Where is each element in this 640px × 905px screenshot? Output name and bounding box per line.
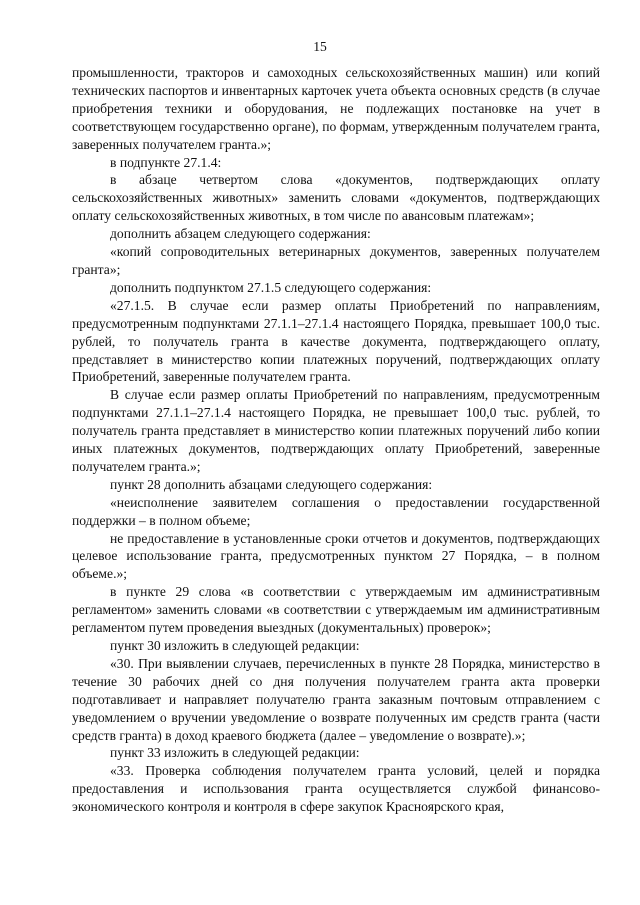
paragraph: в подпункте 27.1.4: [110, 154, 222, 170]
paragraph-continuation: промышленности, тракторов и самоходных сельскохозяйственных машин) или копий технических паспортов и инвентарных карточек учета объекта основных средств (в случае приобретения техники и оборудования, не подлежащих постановке на учет в соответствующем государственно органе), по формам, утвержденным получателем гранта, заверенных получателем гранта.»; [72, 65, 600, 152]
paragraph: пункт 33 изложить в следующей редакции: [110, 745, 360, 761]
paragraph: «33. Проверка соблюдения получателем гранта условий, целей и порядка предоставления и использования гранта осуществляется службой финансово-экономического контроля и контроля в сфере закупок Красноярского края, [72, 763, 600, 815]
document-body [72, 64, 600, 816]
page-number: 15 [313, 39, 327, 54]
paragraph: «27.1.5. В случае если размер оплаты Приобретений по направлениям, предусмотренным подпунктами 27.1.1–27.1.4 настоящего Порядка, превышает 100,0 тыс. рублей, то получатель гранта в качестве документа, подтверждающего оплату, представляет в министерство копии платежных поручений, подтверждающих оплату Приобретений, заверенные получателем гранта. [72, 297, 600, 385]
paragraph: «неисполнение заявителем соглашения о предоставлении государственной поддержки – в полном объеме; [72, 494, 600, 528]
paragraph: в абзаце четвертом слова «документов, подтверждающих оплату сельскохозяйственных животных» заменить словами «документов, подтверждающих оплату сельскохозяйственных животных, в том числе по авансовым платежам»; [72, 172, 600, 224]
paragraph: дополнить подпунктом 27.1.5 следующего содержания: [110, 279, 432, 295]
paragraph: дополнить абзацем следующего содержания: [110, 226, 371, 242]
paragraph: пункт 30 изложить в следующей редакции: [110, 638, 360, 653]
paragraph: в пункте 29 слова «в соответствии с утверждаемым им административным регламентом» заменить словами «в соответствии с утверждаемым им административным регламентом путем проведения выездных (документальных) проверок»; [72, 584, 600, 636]
paragraph: «30. При выявлении случаев, перечисленных в пункте 28 Порядка, министерство в течение 30 рабочих дней со дня получения получателем гранта акта проверки подготавливает и направляет получателю гранта заказным почтовым отправлением с уведомлением о вручении уведомление о возврате полученных им средств гранта (части средств гранта) в доход краевого бюджета (далее – уведомление о возврате).»; [72, 655, 600, 743]
paragraph: «копий сопроводительных ветеринарных документов, заверенных получателем гранта»; [72, 244, 600, 277]
paragraph: пункт 28 дополнить абзацами следующего содержания: [110, 476, 433, 492]
paragraph: В случае если размер оплаты Приобретений по направлениям, предусмотренным подпунктами 27.1.1–27.1.4 настоящего Порядка, не превышает 100,0 тыс. рублей, то получатель гранта представляет в министерство копии платежных поручений либо копии иных платежных документов, подтверждающих оплату Приобретений, заверенные получателем гранта.»; [72, 387, 600, 474]
paragraph: не предоставление в установленные сроки отчетов и документов, подтверждающих целевое использование гранта, предусмотренных пунктом 27 Порядка, – в полном объеме.»; [72, 530, 600, 582]
